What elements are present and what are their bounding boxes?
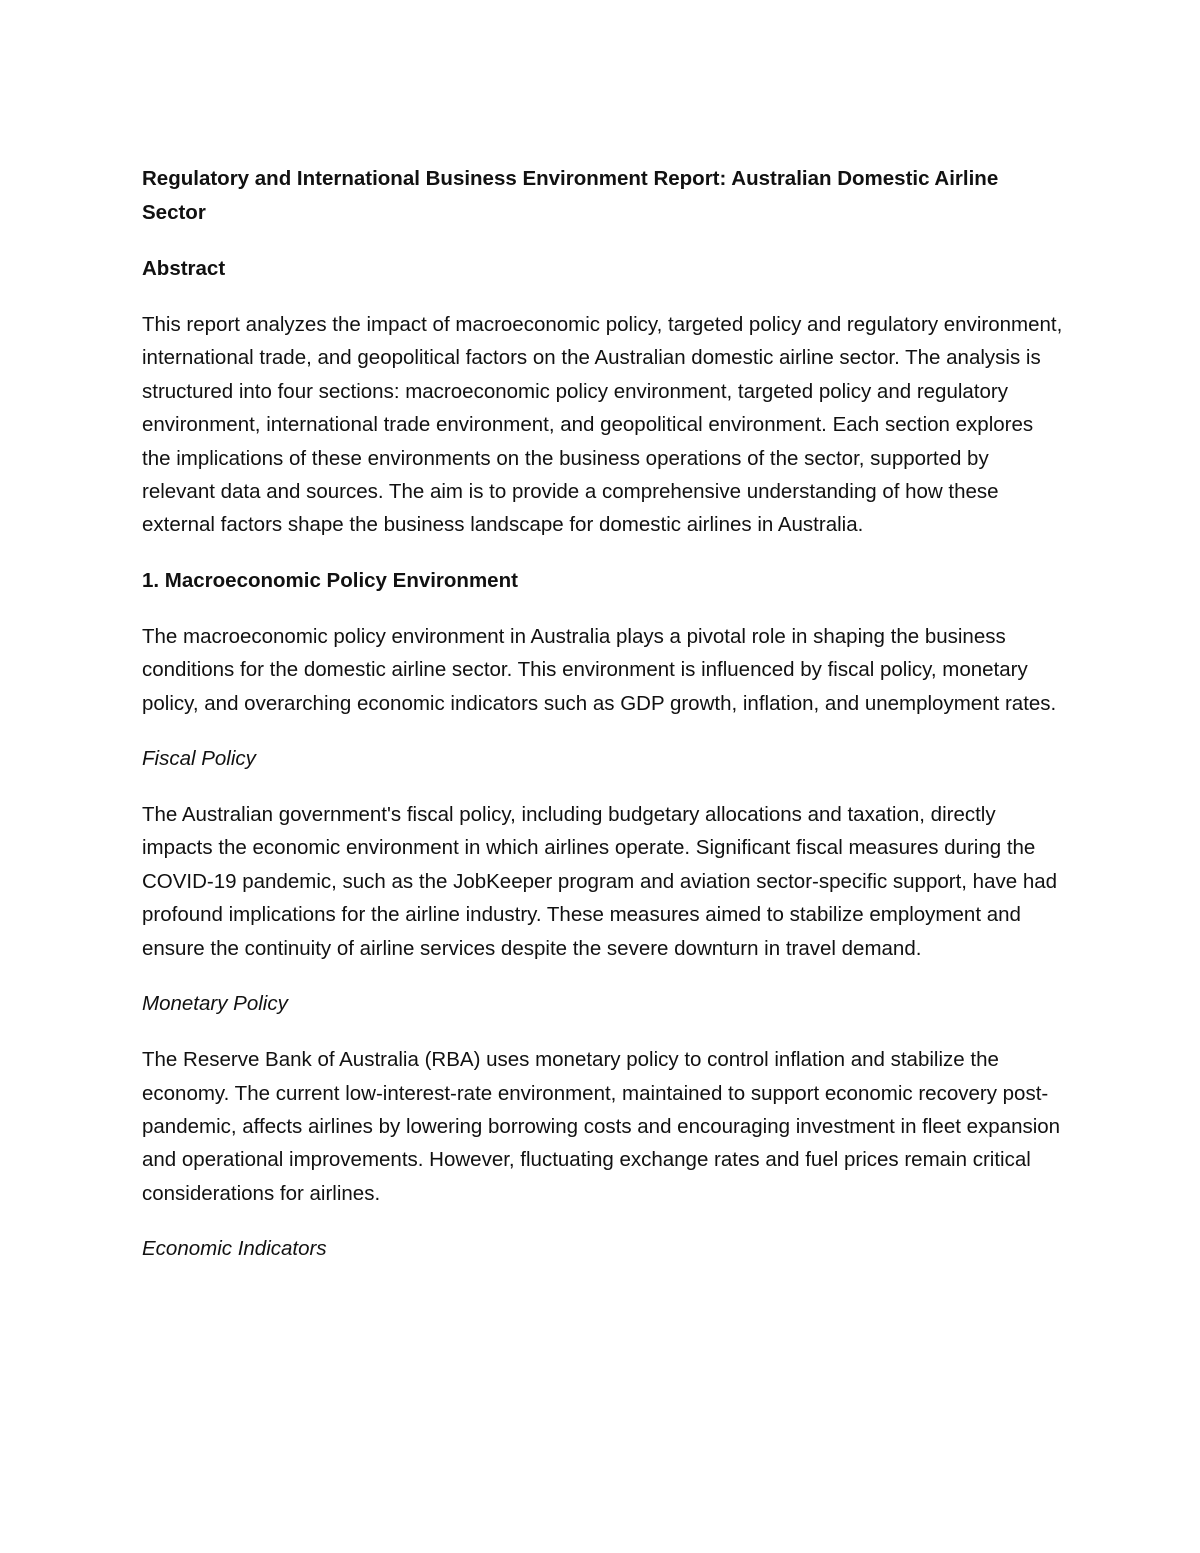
section-1-intro-paragraph: The macroeconomic policy environment in Australia plays a pivotal role in shaping the business conditions for the domestic airline sector. This environment is influenced by fiscal policy, monetary policy, and overarching economic indicators such as GDP growth, inflation, and unemployment rates. xyxy=(142,624,1057,715)
monetary-policy-heading: Monetary Policy xyxy=(142,992,288,1016)
monetary-policy-paragraph: The Reserve Bank of Australia (RBA) uses monetary policy to control inflation and stabilize the economy. The current low-interest-rate environment, maintained to support economic recovery post-pandemic, affects airlines by lowering borrowing costs and encouraging investment in fleet expansion and operational improvements. However, fluctuating exchange rates and fuel prices remain critical considerations for airlines. xyxy=(142,1048,1061,1205)
abstract-heading: Abstract xyxy=(142,257,226,280)
economic-indicators-heading: Economic Indicators xyxy=(142,1237,327,1261)
fiscal-policy-paragraph: The Australian government's fiscal policy, including budgetary allocations and taxation, directly impacts the economic environment in which airlines operate. Significant fiscal measures during the COVID-19 pandemic, such as the JobKeeper program and aviation sector-specific support, have had profound implications for the airline industry. These measures aimed to stabilize employment and ensure the continuity of airline services despite the severe downturn in travel demand. xyxy=(142,803,1058,960)
document-body xyxy=(142,162,1067,1266)
abstract-paragraph: This report analyzes the impact of macroeconomic policy, targeted policy and regulatory environment, international trade, and geopolitical factors on the Australian domestic airline sector. The analysis is structured into four sections: macroeconomic policy environment, targeted policy and regulatory environment, international trade environment, and geopolitical environment. Each section explores the implications of these environments on the business operations of the sector, supported by relevant data and sources. The aim is to provide a comprehensive understanding of how these external factors shape the business landscape for domestic airlines in Australia. xyxy=(142,313,1063,537)
section-1-heading: 1. Macroeconomic Policy Environment xyxy=(142,568,518,592)
document-title: Regulatory and International Business Environment Report: Australian Domestic Airline Sector xyxy=(142,167,999,224)
fiscal-policy-heading: Fiscal Policy xyxy=(142,747,256,771)
